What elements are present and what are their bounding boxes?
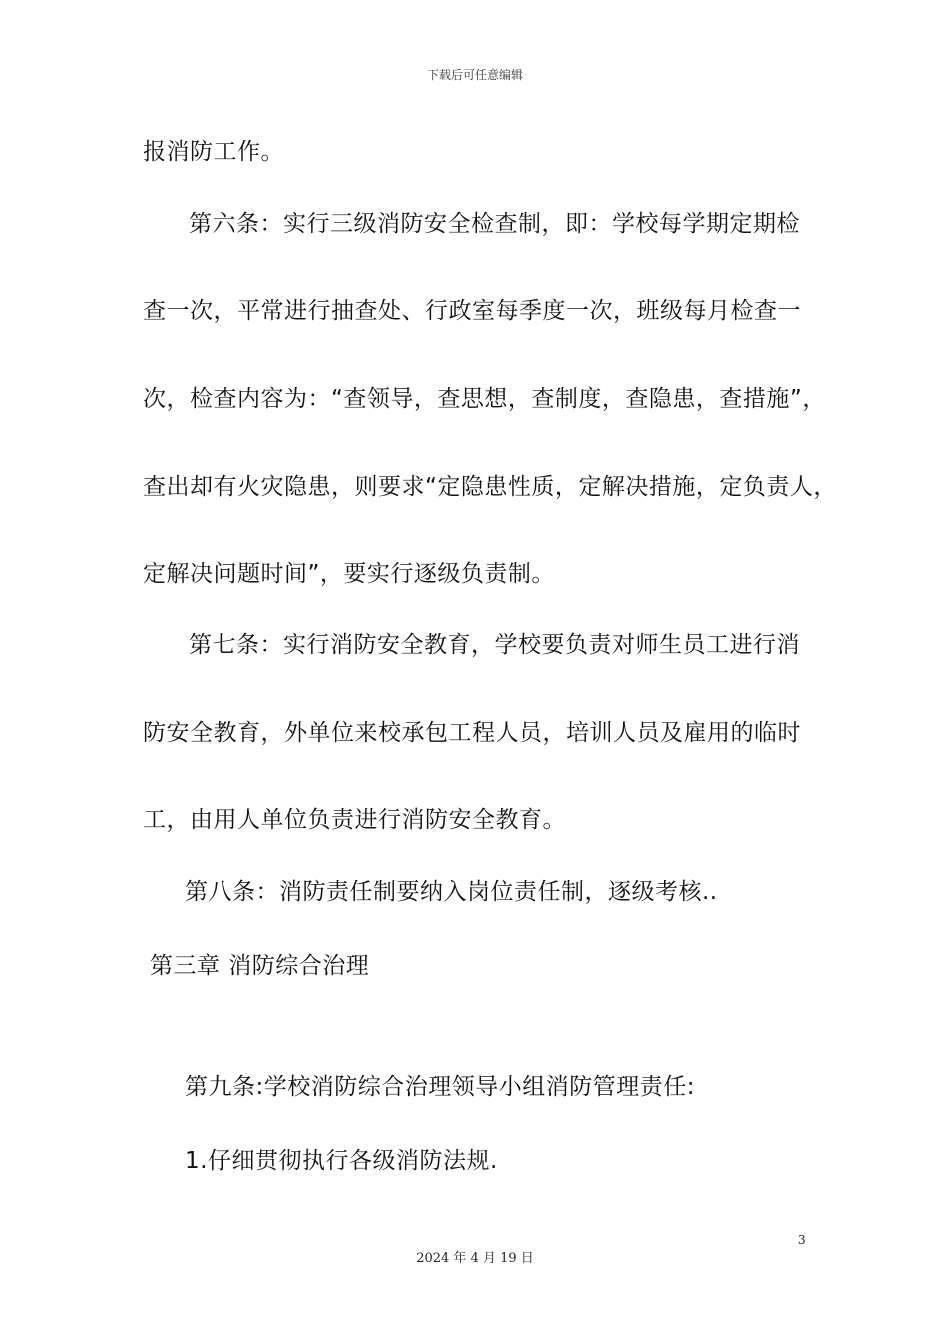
chapter-heading: 第三章 消防综合治理 (150, 953, 370, 979)
footer-date: 2024 年 4 月 19 日 (416, 1251, 534, 1266)
paragraph-line: 第七条：实行消防安全教育，学校要负责对师生员工进行消 (189, 632, 800, 658)
list-item: 1.仔细贯彻执行各级消防法规. (185, 1148, 498, 1174)
paragraph-line: 次，检查内容为：“查领导，查思想，查制度，查隐患，查措施”， (143, 386, 826, 412)
paragraph-line: 查出却有火灾隐患，则要求“定隐患性质，定解决措施，定负责人， (143, 474, 837, 500)
paragraph-line: 第九条:学校消防综合治理领导小组消防管理责任: (185, 1074, 695, 1100)
paragraph-line: 防安全教育，外单位来校承包工程人员，培训人员及雇用的临时 (143, 720, 801, 746)
paragraph-line: 报消防工作。 (143, 139, 284, 165)
paragraph-line: 查一次，平常进行抽查处、行政室每季度一次，班级每月检查一 (143, 298, 801, 324)
page-number: 3 (798, 1233, 806, 1247)
page-header: 下载后可任意编辑 (426, 68, 523, 82)
paragraph-line: 第六条：实行三级消防安全检查制，即：学校每学期定期检 (189, 211, 800, 237)
paragraph-line: 定解决问题时间”，要实行逐级负责制。 (143, 561, 555, 587)
paragraph-line: 工，由用人单位负责进行消防安全教育。 (143, 807, 566, 833)
paragraph-line: 第八条：消防责任制要纳入岗位责任制，逐级考核.. (185, 879, 718, 905)
